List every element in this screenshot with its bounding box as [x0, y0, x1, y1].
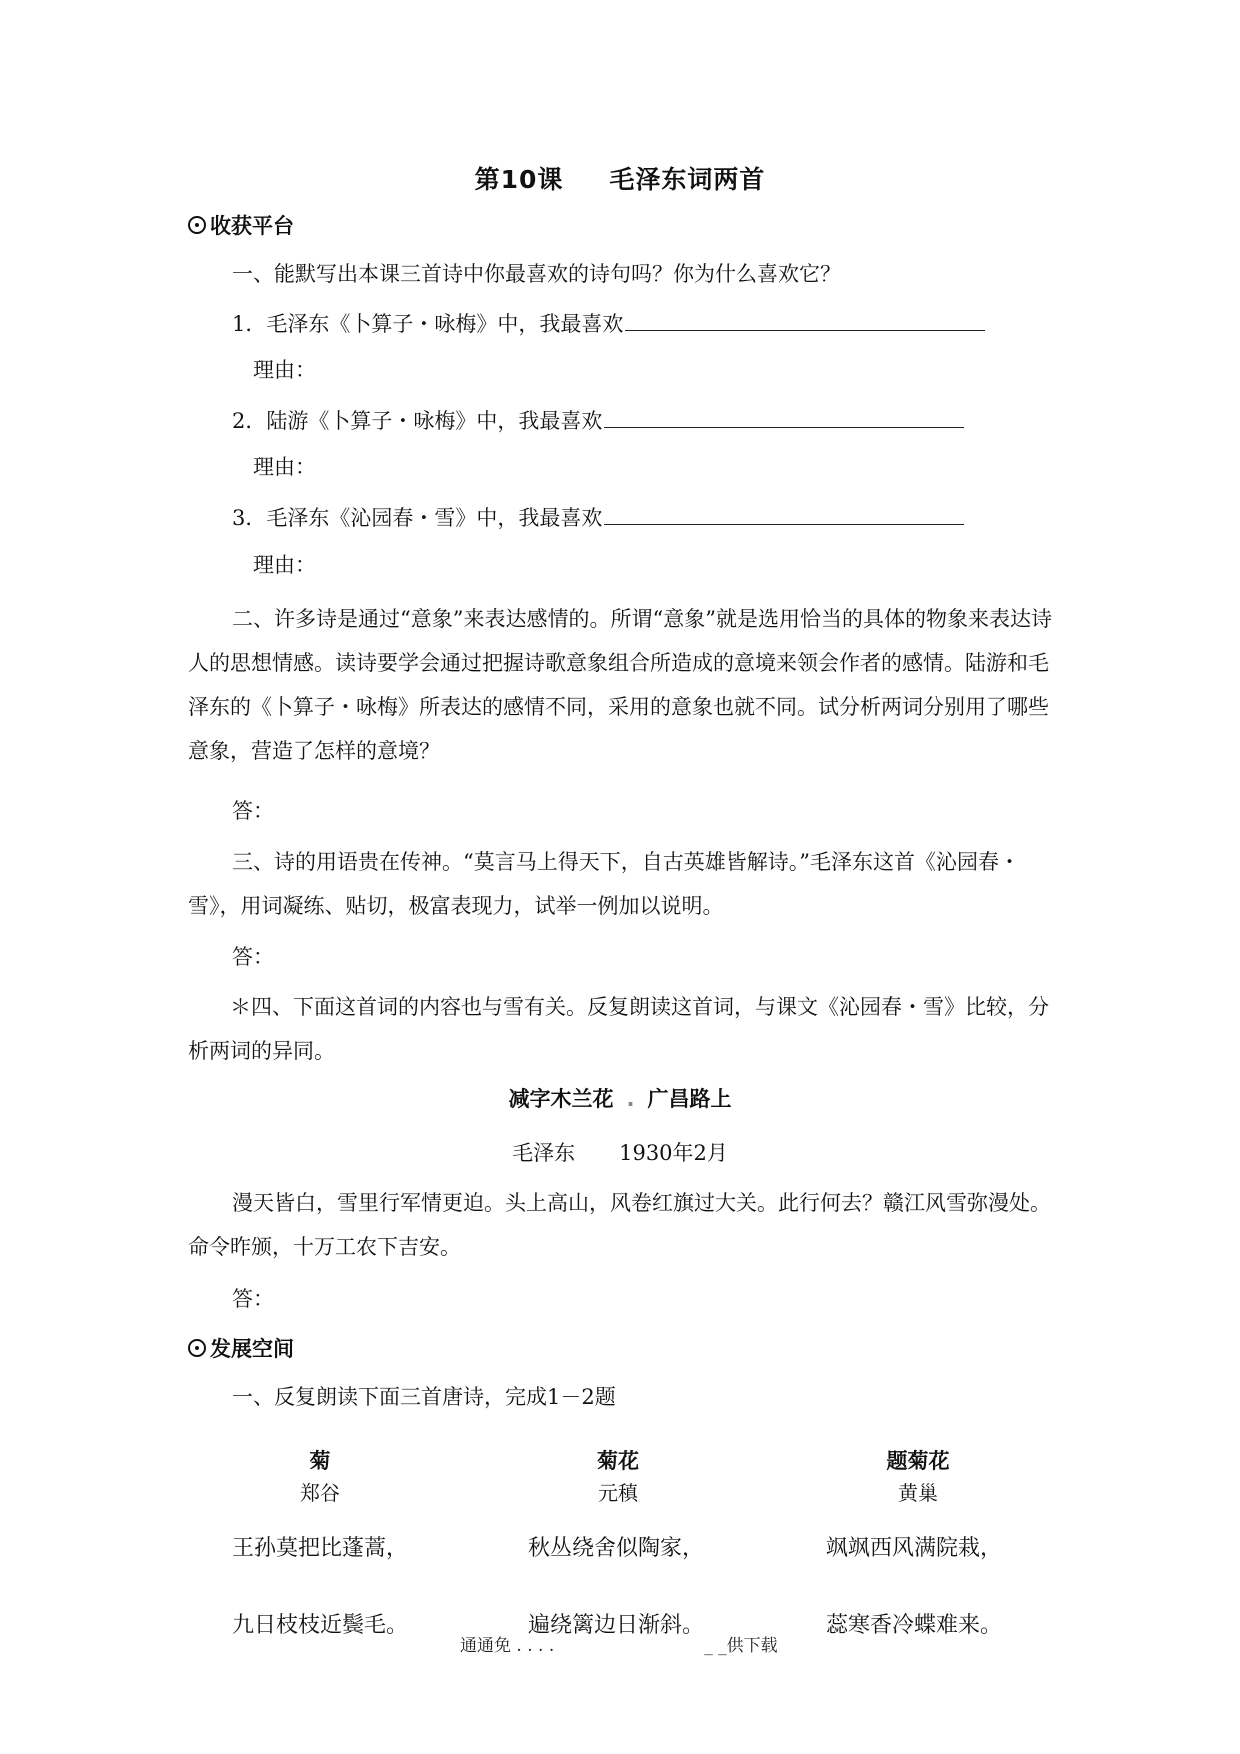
answer-blank[interactable] — [625, 308, 985, 331]
development-question-1: 一、反复朗读下面三首唐诗，完成1－2题 — [232, 1385, 616, 1409]
poem-title: 减字木兰花 . 广昌路上 — [508, 1087, 732, 1111]
answer-label: 答： — [232, 1287, 274, 1311]
poem-line: 蕊寒香冷蝶难来。 — [826, 1613, 1003, 1638]
question-4-text: ＊四、下面这首词的内容也与雪有关。反复朗读这首词，与课文《沁园春・雪》比较，分析两词的异同。 — [188, 995, 1049, 1063]
poem-title: 菊花 — [597, 1449, 639, 1473]
reason-label: 理由： — [253, 358, 316, 382]
question-1-item-2: 2．陆游《卜算子・咏梅》中，我最喜欢 — [232, 405, 964, 436]
poem-column-2 — [478, 1445, 758, 1639]
answer-label: 答： — [232, 799, 274, 823]
circle-dot-icon — [188, 216, 206, 234]
lesson-name: 毛泽东词两首 — [609, 165, 766, 194]
poem-line: 飒飒西风满院栽， — [826, 1536, 1003, 1561]
poem-author-date: 毛泽东 1930年2月 — [512, 1141, 728, 1165]
poem-column-3 — [778, 1445, 1058, 1639]
reason-label: 理由： — [253, 553, 316, 577]
poem-title: 题菊花 — [886, 1449, 950, 1473]
poem-line: 九日枝枝近鬓毛。 — [232, 1613, 409, 1638]
section-heading-harvest: 收获平台 — [188, 210, 294, 240]
answer-blank[interactable] — [604, 502, 964, 525]
poem-text: 漫天皆白，雪里行军情更迫。头上高山，风卷红旗过大关。此行何去？赣江风雪弥漫处。命令昨颁，十万工农下吉安。 — [188, 1191, 1051, 1259]
poem-line: 遍绕篱边日渐斜。 — [528, 1613, 705, 1638]
poem-author: 郑谷 — [300, 1481, 340, 1505]
page-title — [0, 160, 1240, 196]
poem-line: 王孙莫把比蓬蒿， — [232, 1536, 409, 1561]
circle-dot-icon — [188, 1339, 206, 1357]
reason-label: 理由： — [253, 455, 316, 479]
poem-line: 秋丛绕舍似陶家， — [528, 1536, 705, 1561]
question-1-item-3: 3．毛泽东《沁园春・雪》中，我最喜欢 — [232, 502, 964, 533]
question-2-text: 二、许多诗是通过“意象”来表达感情的。所谓“意象”就是选用恰当的具体的物象来表达诗人的思想情感。读诗要学会通过把握诗歌意象组合所造成的意境来领会作者的感情。陆游和毛泽东的《卜算子・咏梅》所表达的感情不同，采用的意象也就不同。试分析两词分别用了哪些意象，营造了怎样的意境？ — [188, 607, 1052, 763]
question-1-item-1: 1．毛泽东《卜算子・咏梅》中，我最喜欢 — [232, 308, 985, 339]
section-heading-development: 发展空间 — [188, 1333, 294, 1363]
poem-author: 元稹 — [598, 1481, 638, 1505]
page-footer: 通通免 . . . . _ _供下载 — [460, 1636, 778, 1656]
poem-title: 菊 — [309, 1449, 331, 1473]
question-3-text: 三、诗的用语贵在传神。“莫言马上得天下，自古英雄皆解诗。”毛泽东这首《沁园春・雪》，用词凝练、贴切，极富表现力，试举一例加以说明。 — [188, 850, 1020, 918]
lesson-number: 第10课 — [474, 165, 564, 194]
question-1-prompt: 一、能默写出本课三首诗中你最喜欢的诗句吗？你为什么喜欢它？ — [232, 262, 841, 286]
poem-author: 黄巢 — [898, 1481, 938, 1505]
answer-label: 答： — [232, 945, 274, 969]
answer-blank[interactable] — [604, 405, 964, 428]
poem-column-1 — [180, 1445, 460, 1639]
